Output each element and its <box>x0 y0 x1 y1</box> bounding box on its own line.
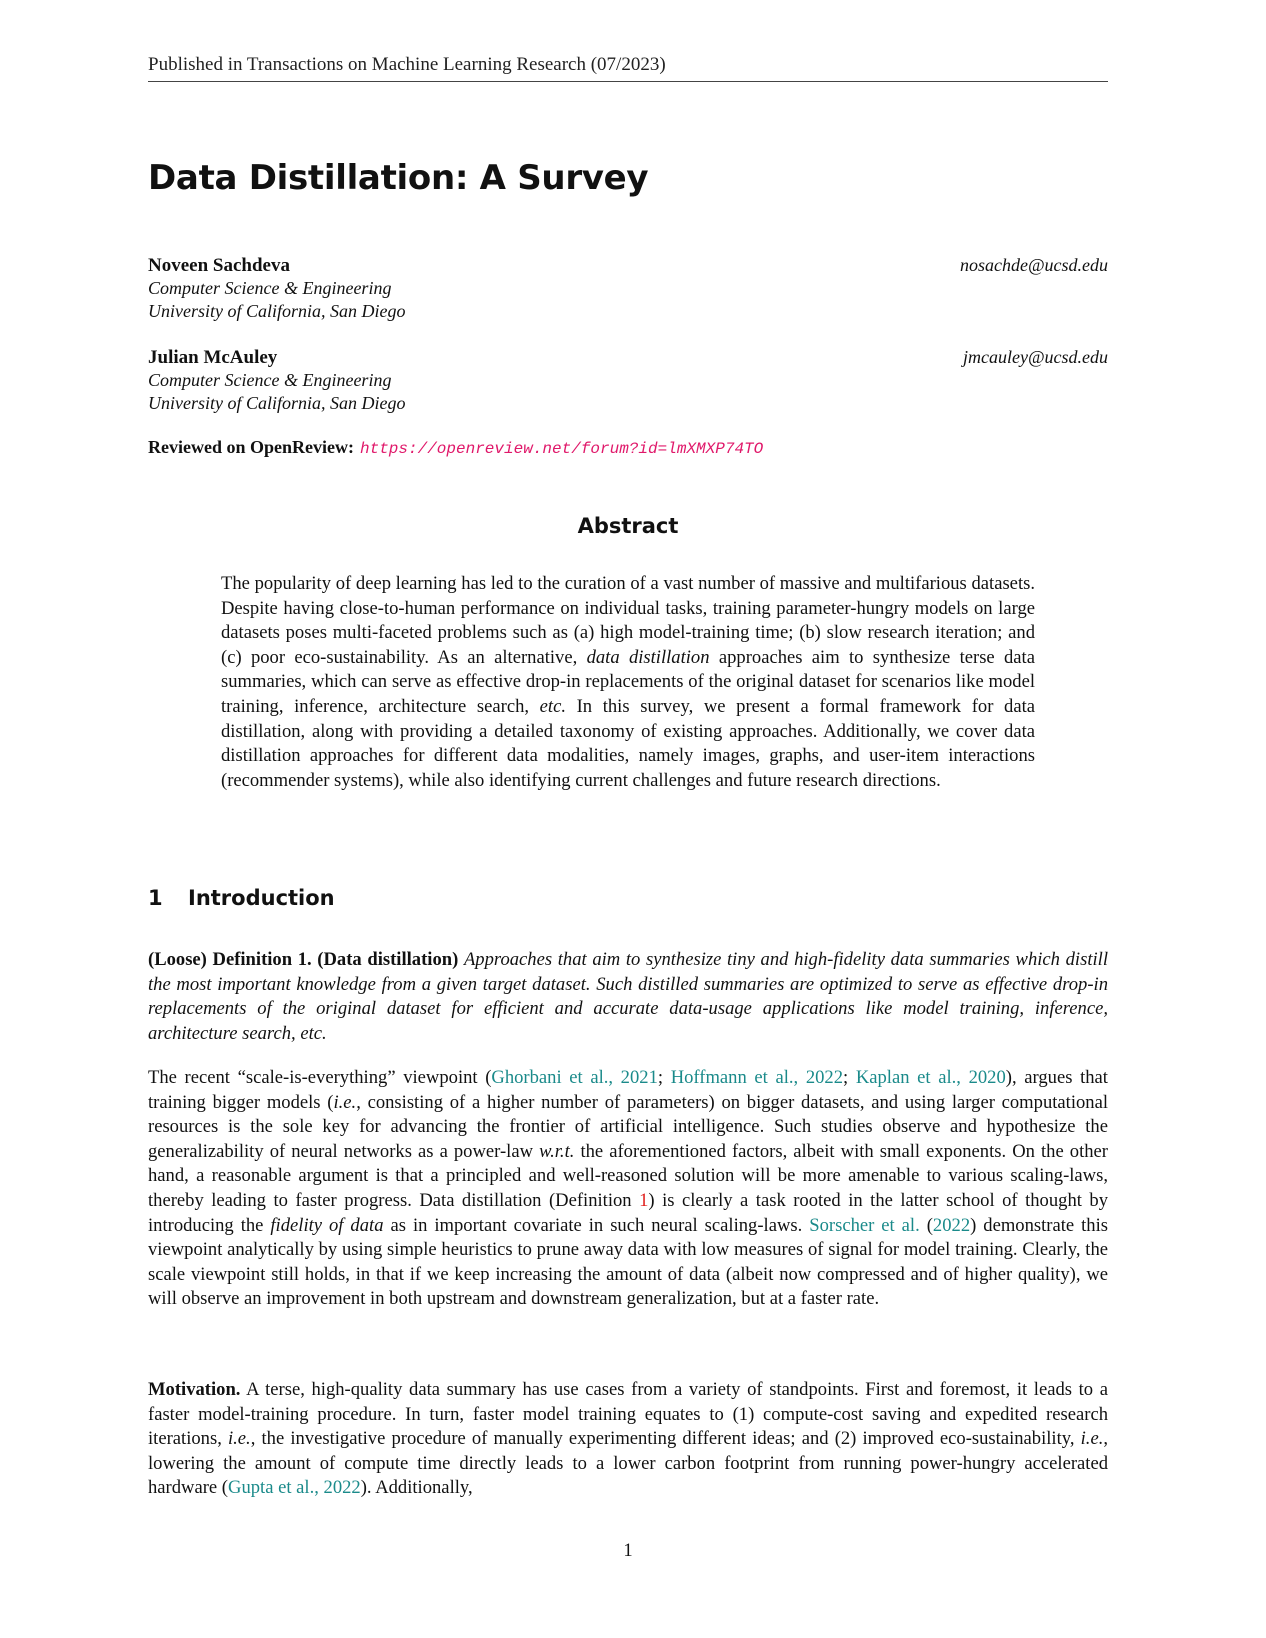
citation-link[interactable]: Ghorbani et al., 2021 <box>491 1067 658 1088</box>
text-run: ) is clearly a task rooted in the latter school of thought by introducing the <box>148 1189 1108 1236</box>
text-run: ). Additionally, <box>360 1477 473 1499</box>
text-run: , lowering the amount of compute time directly leads to a lower carbon footprint from running power-hungry accelerated hardware ( <box>148 1428 1108 1499</box>
text-run: ( <box>919 1214 933 1236</box>
abstract-text <box>221 572 1035 793</box>
abstract-emphasis: data distillation <box>586 646 710 668</box>
abstract-part: In this survey, we present a formal framework for data distillation, along with providing a detailed taxonomy of existing approaches. Additionally, we cover data distillation approaches for different data modalities, namely images, graphs, and user-item interactions (recommender systems), while also identifying current challenges and future research directions. <box>221 695 1035 791</box>
text-run: ), argues that training bigger models ( <box>148 1067 1108 1113</box>
text-run: , consisting of a higher number of parameters) on bigger datasets, and using larger computational resources is the sole key for advancing the frontier of artificial intelligence. Such studies observe and hypothesize the generalizability of neural networks as a power-law <box>148 1091 1109 1162</box>
text-run: the aforementioned factors, albeit with small exponents. On the other hand, a reasonable argument is that a principled and well-reasoned solution will be more amenable to various scaling-laws, thereby leading to faster progress. Data distillation (Definition <box>148 1140 1108 1211</box>
emphasis: i.e. <box>227 1428 251 1450</box>
emphasis: i.e. <box>1080 1428 1104 1450</box>
author-block-1 <box>148 254 1108 323</box>
citation-link[interactable]: 2022 <box>932 1214 971 1236</box>
paragraph-lead: Motivation. <box>148 1379 241 1400</box>
running-header: Published in Transactions on Machine Learning Research (07/2023) <box>148 54 1108 82</box>
text-run: The recent “scale-is-everything” viewpoint ( <box>148 1067 492 1088</box>
motivation-paragraph <box>148 1378 1108 1501</box>
author-name: Noveen Sachdeva <box>148 255 290 276</box>
author-department: Computer Science & Engineering <box>148 370 392 390</box>
paper-title: Data Distillation: A Survey <box>148 158 649 198</box>
abstract-part: approaches aim to synthesize terse data summaries, which can serve as effective drop-in replacements of the original dataset for scenarios like model training, inference, architecture search, <box>221 646 1035 717</box>
citation-link[interactable]: Hoffmann et al., 2022 <box>670 1067 844 1088</box>
abstract-heading: Abstract <box>577 514 679 538</box>
citation-link[interactable]: Sorscher et al. <box>809 1214 920 1236</box>
author-email[interactable]: nosachde@ucsd.edu <box>959 255 1108 275</box>
author-block-2 <box>148 346 1108 415</box>
section-title: Introduction <box>188 886 335 910</box>
intro-paragraph <box>148 1066 1108 1312</box>
author-university: University of California, San Diego <box>148 393 406 413</box>
definition-label: (Loose) Definition 1. (Data distillation) <box>148 949 459 970</box>
abstract-part: The popularity of deep learning has led to the curation of a vast number of massive and multifarious datasets. Despite having close-to-human performance on individual tasks, training parameter-hungry models on large datasets poses multi-faceted problems such as (a) high model-training time; (b) slow research iteration; and (c) poor eco-sustainability. As an alternative, <box>221 573 1035 668</box>
reviewed-line <box>148 437 763 458</box>
reviewed-label: Reviewed on OpenReview: <box>148 437 354 457</box>
definition-text: Approaches that aim to synthesize tiny and high-fidelity data summaries which distill the most important knowledge from a given target dataset. Such distilled summaries are optimized to serve as effective drop-in replacements of the original dataset for efficient and accurate data-usage applications like model training, inference, architecture search, etc. <box>148 949 1108 1044</box>
text-run: A terse, high-quality data summary has use cases from a variety of standpoints. First and foremost, it leads to a faster model-training procedure. In turn, faster model training equates to (1) compute-cost saving and expedited research iterations, <box>148 1379 1108 1450</box>
definition-block <box>148 948 1108 1046</box>
definition-reference-link[interactable]: 1 <box>639 1189 649 1211</box>
citation-link[interactable]: Kaplan et al., 2020 <box>855 1067 1006 1088</box>
emphasis: i.e. <box>333 1091 357 1113</box>
text-run: ) demonstrate this viewpoint analytically by using simple heuristics to prune away data with low measures of signal for model training. Clearly, the scale viewpoint still holds, in that if we keep increasing the amount of data (albeit now compressed and of higher quality), we will observe an improvement in both upstream and downstream generalization, but at a faster rate. <box>148 1214 1108 1310</box>
text-run: , the investigative procedure of manually experimenting different ideas; and (2) improved eco-sustainability, <box>250 1428 1081 1450</box>
page-number: 1 <box>623 1540 633 1561</box>
text-run: ; <box>843 1067 856 1088</box>
section-number: 1 <box>148 886 163 910</box>
text-run: ; <box>657 1067 671 1088</box>
section-heading-introduction <box>148 886 335 910</box>
author-email[interactable]: jmcauley@ucsd.edu <box>962 347 1108 367</box>
text-run: as in important covariate in such neural scaling-laws. <box>383 1214 810 1236</box>
emphasis: fidelity of data <box>270 1214 384 1236</box>
author-name: Julian McAuley <box>148 347 278 368</box>
openreview-link[interactable]: https://openreview.net/forum?id=lmXMXP74TO <box>359 440 764 458</box>
abstract-emphasis: etc. <box>539 695 566 717</box>
citation-link[interactable]: Gupta et al., 2022 <box>228 1477 361 1499</box>
emphasis: w.r.t. <box>539 1140 575 1162</box>
author-university: University of California, San Diego <box>148 301 406 321</box>
author-department: Computer Science & Engineering <box>148 278 392 298</box>
